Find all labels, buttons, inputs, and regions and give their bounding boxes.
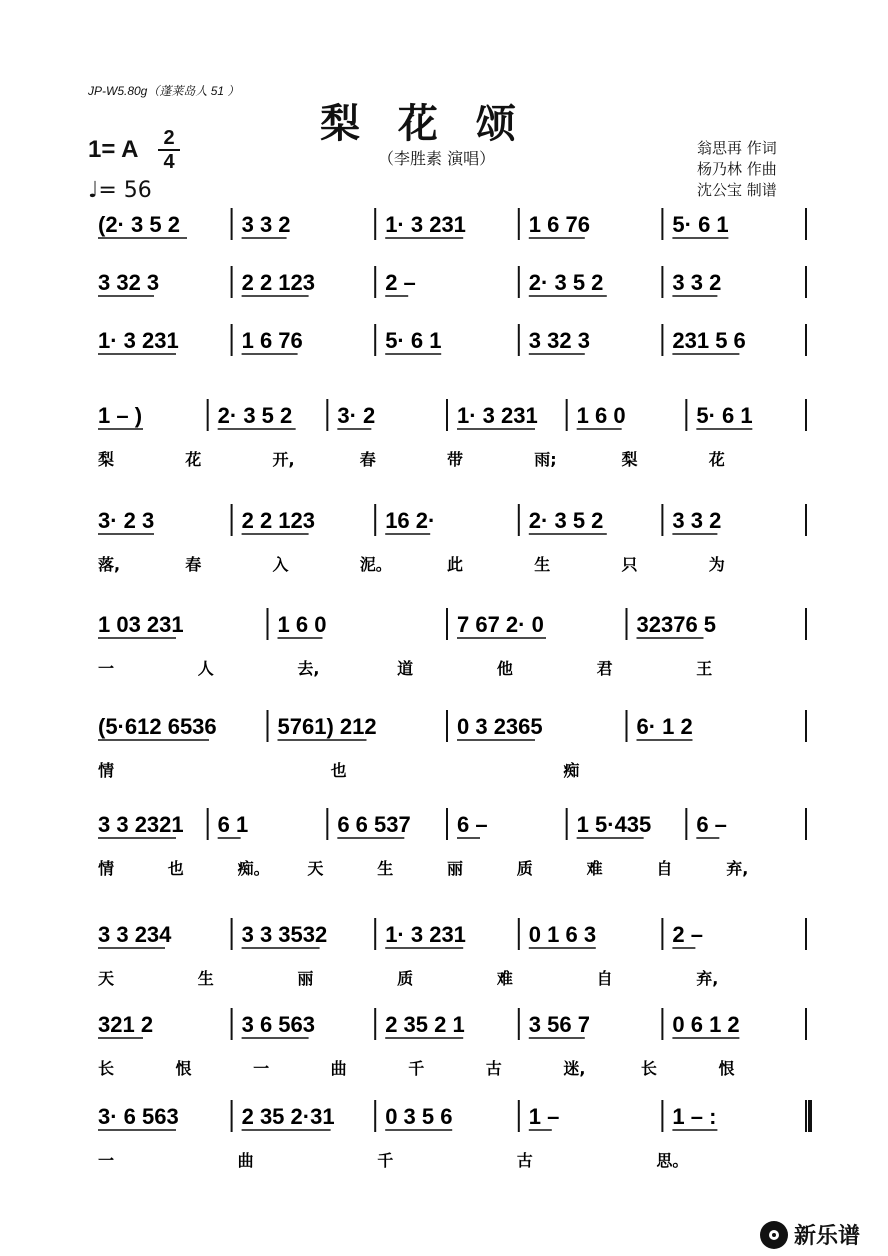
measure-notes: 3 3 2321 (98, 812, 184, 837)
lyric-syllable: 春 (359, 450, 376, 469)
lyric-syllable: 他 (496, 659, 513, 678)
measure-notes: 32376 5 (636, 612, 717, 637)
measure-notes: 3· 6 563 (98, 1104, 179, 1129)
score-row (98, 918, 806, 950)
lyric-syllable: 曲 (237, 1151, 254, 1170)
measure-notes: 7 67 2· 0 (457, 612, 544, 637)
score-row (98, 504, 806, 536)
measure-notes: 5· 6 1 (385, 328, 442, 353)
measure-notes: 6 1 (217, 812, 249, 837)
score-row (98, 208, 806, 240)
score-row (98, 1100, 810, 1132)
lyric-syllable: 也 (167, 859, 184, 878)
version-label: JP-W5.80g（蓬莱岛人 51 ） (88, 84, 240, 98)
lyric-syllable: 花 (708, 450, 725, 469)
lyric-syllable: 天 (307, 859, 324, 878)
lyric-syllable: 生 (534, 555, 551, 574)
lyric-syllable: 难 (586, 859, 603, 878)
measure-notes: 1· 3 231 (98, 328, 179, 353)
measure-notes: 2 – (672, 922, 703, 947)
lyric-syllable: 千 (377, 1151, 394, 1170)
measure-notes: 2 35 2·31 (241, 1104, 335, 1129)
measure-notes: 3 56 7 (528, 1012, 590, 1037)
credit-transcriber: 沈公宝 制谱 (697, 181, 777, 199)
lyric-syllable: 梨 (98, 450, 115, 469)
lyric-syllable: 情 (98, 761, 115, 780)
lyric-syllable: 王 (696, 659, 713, 678)
measure-notes: 3· 2 3 (98, 508, 155, 533)
lyric-syllable: 天 (98, 969, 115, 988)
measure-notes: 3 6 563 (241, 1012, 316, 1037)
lyric-syllable: 春 (185, 555, 202, 574)
lyric-row (97, 761, 579, 780)
lyric-syllable: 也 (330, 761, 347, 780)
lyric-syllable: 恨 (718, 1059, 735, 1078)
song-title: 梨 花 颂 (320, 100, 528, 147)
lyric-row (98, 450, 725, 469)
lyric-syllable: 古 (485, 1059, 502, 1078)
lyric-row (98, 1151, 688, 1170)
lyric-row (98, 969, 718, 988)
lyric-syllable: 质 (516, 859, 533, 878)
measure-notes: 231 5 6 (672, 328, 746, 353)
measure-notes: 6 – (696, 812, 727, 837)
measure-notes: 6 – (457, 812, 488, 837)
lyric-syllable: 泥。 (359, 555, 392, 574)
lyric-syllable: 千 (408, 1059, 425, 1078)
lyric-syllable: 质 (397, 969, 414, 988)
score-row (98, 399, 806, 431)
lyric-syllable: 长 (98, 1059, 115, 1078)
score-row (98, 808, 806, 840)
lyric-syllable: 自 (656, 859, 673, 878)
measure-notes: 0 3 2365 (457, 714, 543, 739)
lyric-syllable: 弃, (726, 859, 749, 878)
measure-notes: 321 2 (98, 1012, 154, 1037)
measure-notes: 2 – (385, 270, 416, 295)
lyric-syllable: 丽 (297, 969, 314, 988)
lyric-syllable: 长 (640, 1059, 657, 1078)
brand-logo (760, 1219, 860, 1250)
measure-notes: 2 2 123 (241, 508, 316, 533)
lyric-syllable: 人 (197, 659, 214, 678)
lyric-syllable: 古 (516, 1151, 533, 1170)
measure-notes: 3 3 2 (241, 212, 291, 237)
measure-notes: 6· 1 2 (636, 714, 693, 739)
lyric-row (97, 859, 748, 878)
lyric-syllable: 丽 (447, 859, 464, 878)
measure-notes: 1 – ) (98, 403, 143, 428)
lyric-syllable: 生 (377, 859, 394, 878)
lyric-syllable: 弃, (696, 969, 719, 988)
lyric-syllable: 痴。 (237, 859, 270, 878)
lyric-syllable: 带 (447, 450, 464, 469)
measure-notes: 1· 3 231 (385, 922, 466, 947)
lyric-syllable: 自 (596, 969, 613, 988)
lyric-syllable: 一 (98, 659, 115, 678)
credit-lyricist: 翁思再 作词 (697, 139, 777, 157)
lyric-syllable: 迷, (563, 1059, 586, 1078)
vinyl-icon (760, 1221, 788, 1249)
key-signature: 1= A (88, 136, 139, 163)
measure-notes: 2 35 2 1 (385, 1012, 465, 1037)
time-numerator: 2 (163, 127, 175, 149)
lyric-syllable: 一 (98, 1151, 115, 1170)
lyric-syllable: 落, (98, 555, 121, 574)
measure-notes: 3 3 2 (672, 270, 722, 295)
lyric-syllable: 思。 (656, 1151, 689, 1170)
lyric-syllable: 难 (496, 969, 513, 988)
performer-label: （李胜素 演唱） (378, 149, 496, 168)
lyric-row (98, 555, 725, 574)
measure-notes: 0 6 1 2 (672, 1012, 740, 1037)
lyric-syllable: 此 (447, 555, 464, 574)
measure-notes: 5· 6 1 (696, 403, 753, 428)
lyric-row (98, 659, 712, 678)
measure-notes: 1 6 0 (576, 403, 626, 428)
time-denominator: 4 (163, 151, 175, 173)
lyric-row (98, 1059, 734, 1078)
lyric-syllable: 雨; (534, 450, 557, 469)
measure-notes: 3· 2 (337, 403, 376, 428)
measure-notes: 3 3 234 (98, 922, 172, 947)
lyric-syllable: 一 (253, 1059, 270, 1078)
score-row (98, 1008, 806, 1040)
lyric-syllable: 道 (397, 659, 414, 678)
measure-notes: 5· 6 1 (672, 212, 729, 237)
lyric-syllable: 开, (272, 450, 295, 469)
measure-notes: 6 6 537 (337, 812, 411, 837)
measure-notes: 16 2· (385, 508, 436, 533)
measure-notes: 1 6 76 (528, 212, 590, 237)
credit-composer: 杨乃林 作曲 (697, 160, 777, 178)
lyric-syllable: 生 (197, 969, 214, 988)
lyric-syllable: 恨 (175, 1059, 192, 1078)
measure-notes: (5·612 6536 (98, 714, 217, 739)
lyric-syllable: 去, (297, 659, 320, 678)
measure-notes: 2· 3 5 2 (528, 508, 604, 533)
measure-notes: 2 2 123 (241, 270, 316, 295)
lyric-syllable: 入 (272, 555, 289, 574)
measure-notes: 1· 3 231 (457, 403, 538, 428)
measure-notes: 2· 3 5 2 (528, 270, 604, 295)
measure-notes: 1· 3 231 (385, 212, 466, 237)
score-row (98, 324, 806, 356)
lyric-syllable: 君 (596, 659, 613, 678)
measure-notes: 1 – (528, 1104, 560, 1129)
lyric-syllable: 情 (98, 859, 115, 878)
lyric-syllable: 曲 (330, 1059, 347, 1078)
measure-notes: 3 32 3 (528, 328, 590, 353)
brand-logo-text: 新乐谱 (794, 1224, 861, 1249)
measure-notes: 0 1 6 3 (528, 922, 597, 947)
measure-notes: 1 5·435 (576, 812, 652, 837)
measure-notes: 1 03 231 (98, 612, 184, 637)
measure-notes: 1 6 76 (241, 328, 303, 353)
measure-notes: (2· 3 5 2 (98, 212, 180, 237)
score-row (98, 266, 806, 298)
measure-notes: 3 3 2 (672, 508, 722, 533)
measure-notes: 1 6 0 (277, 612, 327, 637)
measure-notes: 1 – : (672, 1104, 717, 1129)
score-row (98, 710, 806, 742)
lyric-syllable: 梨 (621, 450, 638, 469)
measure-notes: 0 3 5 6 (385, 1104, 453, 1129)
measure-notes: 2· 3 5 2 (217, 403, 293, 428)
measure-notes: 5761) 212 (277, 714, 377, 739)
measure-notes: 3 32 3 (98, 270, 160, 295)
measure-notes: 3 3 3532 (241, 922, 328, 947)
score-row (98, 608, 806, 640)
lyric-syllable: 只 (621, 555, 638, 574)
lyric-syllable: 为 (708, 555, 725, 574)
tempo-marking: ♩= 56 (88, 178, 152, 203)
lyric-syllable: 花 (185, 450, 202, 469)
lyric-syllable: 痴 (563, 761, 580, 780)
